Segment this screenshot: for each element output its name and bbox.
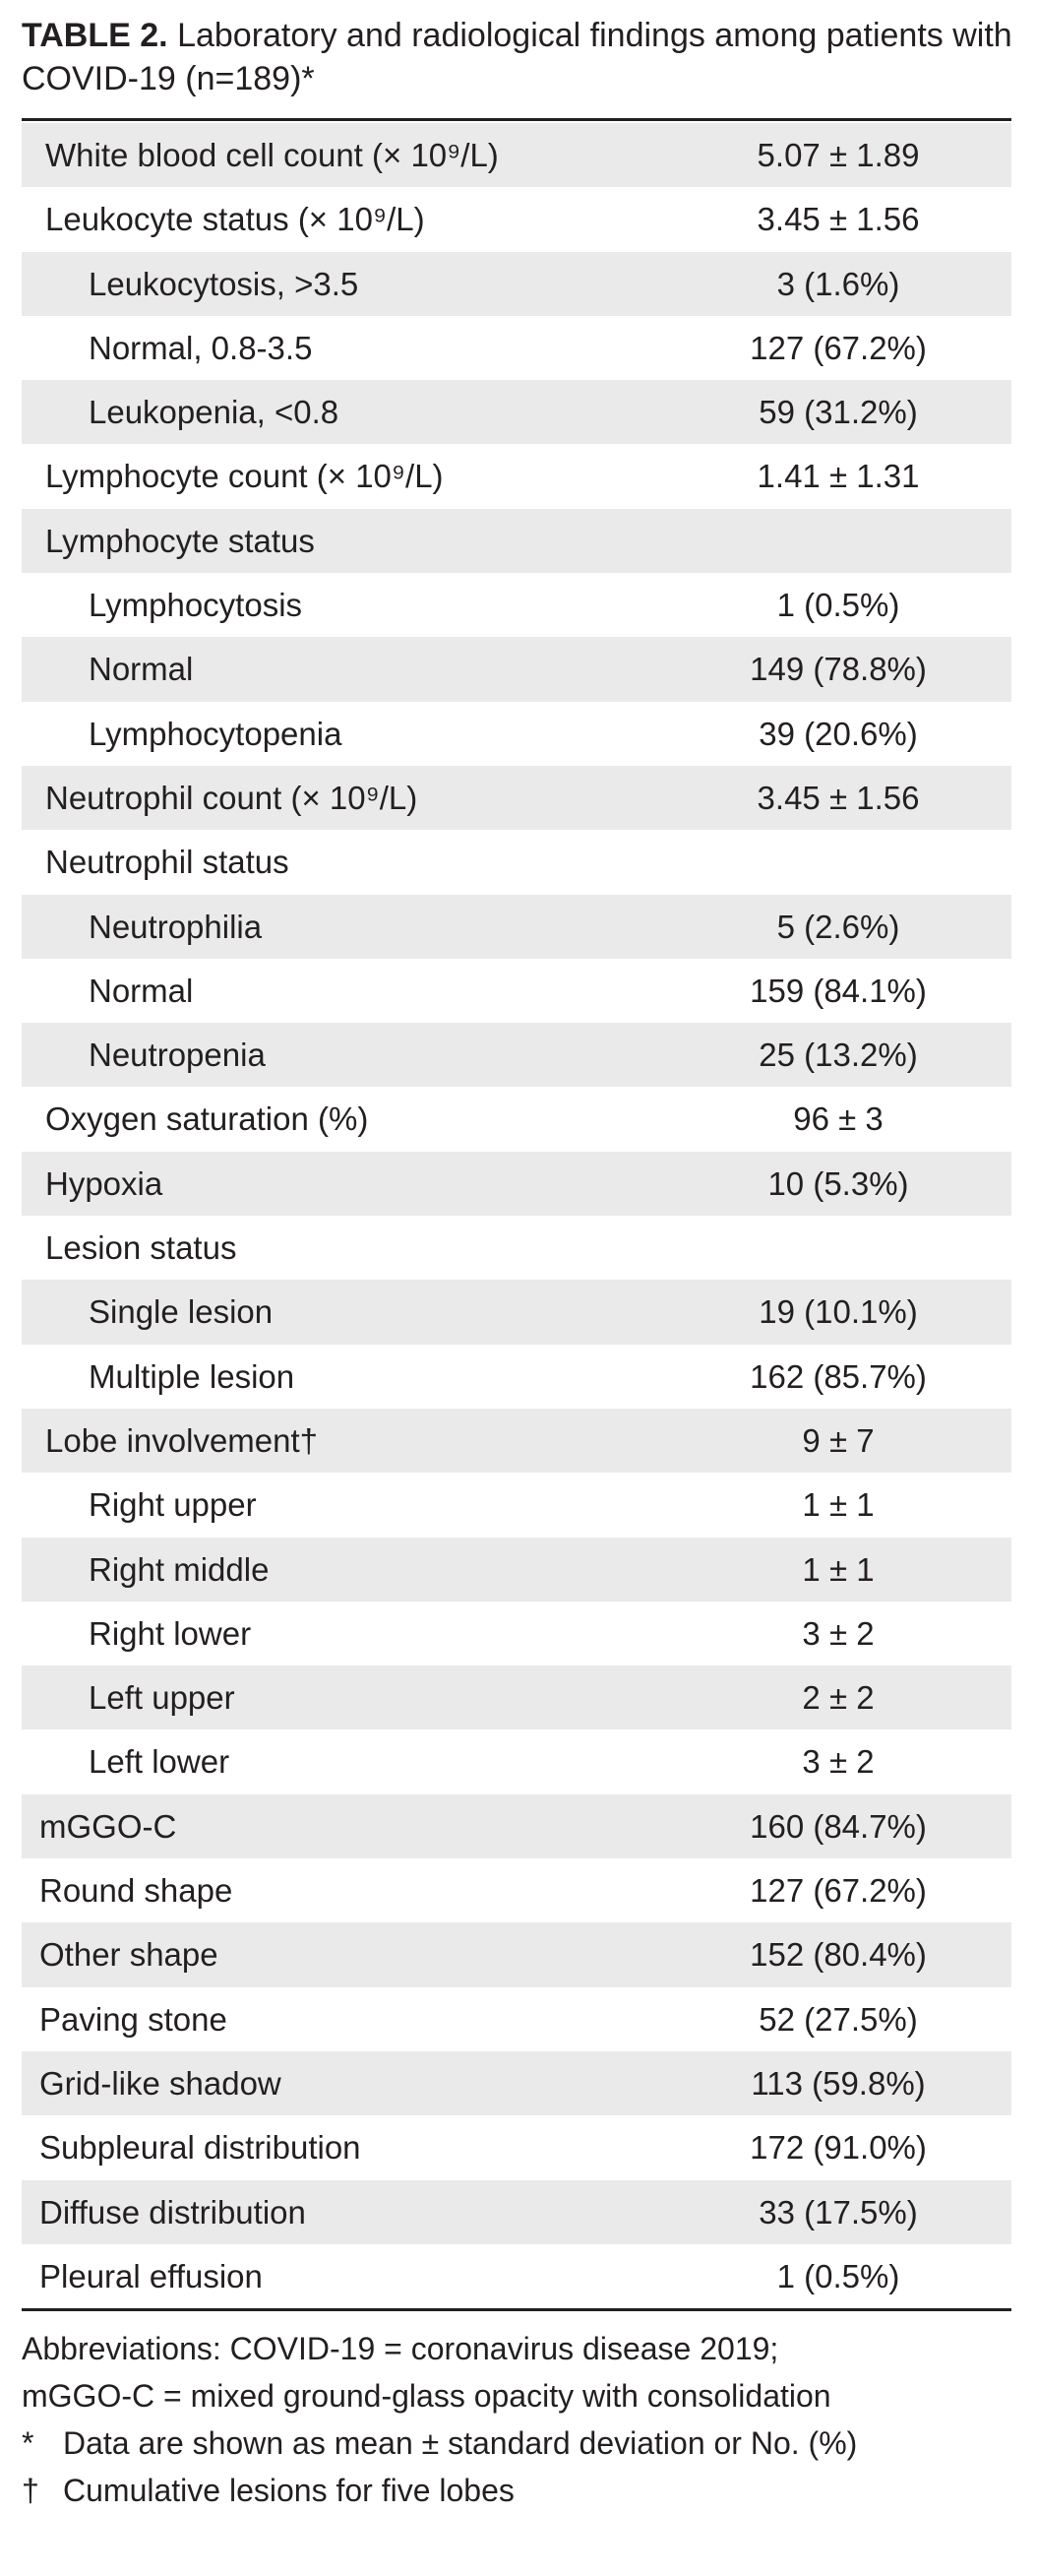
row-label: Pleural effusion [39, 2257, 263, 2294]
table-row [22, 1087, 1011, 1151]
row-value: 5 (2.6%) [776, 908, 900, 945]
row-label: White blood cell count (× 10⁹/L) [45, 137, 499, 173]
row-value: 127 (67.2%) [750, 1872, 927, 1910]
dagger-symbol: † [22, 2473, 39, 2508]
row-value: 3.45 ± 1.56 [757, 779, 920, 816]
table-row [22, 1280, 1011, 1344]
row-value: 113 (59.8%) [751, 2064, 926, 2102]
table-row [22, 573, 1011, 637]
row-label: Single lesion [89, 1293, 274, 1331]
abbreviations-line-2: mGGO-C = mixed ground-glass opacity with consolidation [22, 2378, 831, 2414]
table-row [22, 2115, 1011, 2179]
row-label: Neutrophilia [89, 908, 263, 945]
row-value: 1.41 ± 1.31 [757, 458, 920, 495]
table-row [22, 1538, 1011, 1602]
table-row [22, 959, 1011, 1023]
row-label: Left upper [89, 1679, 235, 1717]
row-value: 1 ± 1 [802, 1486, 875, 1524]
row-value: 25 (13.2%) [759, 1037, 918, 1074]
row-value: 3.45 ± 1.56 [757, 201, 920, 238]
table-row [22, 1473, 1011, 1537]
findings-table [22, 123, 1011, 2308]
table-row [22, 1987, 1011, 2051]
row-label: Lesion status [45, 1229, 237, 1267]
table-title: Laboratory and radiological findings among patients with COVID-19 (n=189)* [22, 17, 1012, 97]
table-row [22, 1794, 1011, 1858]
table-row [22, 830, 1011, 894]
row-label: Multiple lesion [89, 1357, 295, 1395]
row-label: Right lower [89, 1614, 252, 1652]
table-row [22, 1858, 1011, 1922]
row-value: 3 (1.6%) [776, 265, 900, 302]
table-row [22, 702, 1011, 766]
row-value: 39 (20.6%) [759, 715, 918, 752]
row-value: 59 (31.2%) [759, 394, 918, 431]
table-row [22, 1152, 1011, 1216]
table-row [22, 1922, 1011, 1986]
row-label: Subpleural distribution [39, 2129, 361, 2167]
row-label: Normal, 0.8-3.5 [89, 329, 313, 366]
row-label: Hypoxia [45, 1164, 163, 1202]
row-value: 127 (67.2%) [750, 329, 927, 366]
row-value: 3 ± 2 [802, 1743, 875, 1781]
row-label: Neutrophil count (× 10⁹/L) [45, 779, 418, 816]
row-label: Normal [89, 651, 194, 688]
row-value: 5.07 ± 1.89 [757, 137, 920, 173]
row-label: Leukocytosis, >3.5 [89, 265, 359, 302]
row-label: Paving stone [39, 2000, 227, 2038]
table-row [22, 1729, 1011, 1793]
table-row [22, 509, 1011, 573]
table-row [22, 252, 1011, 316]
footnote-asterisk-text: Data are shown as mean ± standard deviation or No. (%) [63, 2425, 858, 2461]
table-caption [22, 14, 1015, 100]
table-footnotes [22, 2325, 1015, 2514]
row-value: 172 (91.0%) [750, 2129, 927, 2167]
row-value: 152 (80.4%) [750, 1936, 927, 1974]
table-row [22, 1345, 1011, 1409]
row-value: 3 ± 2 [802, 1614, 875, 1652]
row-label: Normal [89, 972, 194, 1009]
row-value: 159 (84.1%) [750, 972, 927, 1009]
row-label: Right middle [89, 1550, 270, 1588]
table-top-rule [22, 118, 1011, 121]
table-row [22, 766, 1011, 830]
footnote-dagger [22, 2467, 1015, 2514]
table-row [22, 1665, 1011, 1729]
row-label: Oxygen saturation (%) [45, 1100, 369, 1138]
row-label: Lobe involvement† [45, 1421, 319, 1459]
row-label: Diffuse distribution [39, 2193, 306, 2230]
table-row [22, 895, 1011, 959]
row-label: Other shape [39, 1936, 218, 1974]
row-label: Lymphocyte status [45, 522, 315, 559]
row-value: 10 (5.3%) [767, 1164, 909, 1202]
row-value: 149 (78.8%) [750, 651, 927, 688]
row-label: Left lower [89, 1743, 230, 1781]
table-row [22, 444, 1011, 508]
row-value: 1 (0.5%) [776, 587, 900, 624]
row-value: 2 ± 2 [802, 1679, 875, 1717]
asterisk-symbol: * [22, 2425, 34, 2461]
row-label: Neutropenia [89, 1037, 266, 1074]
table-row [22, 1602, 1011, 1665]
table-row [22, 316, 1011, 380]
row-label: Lymphocyte count (× 10⁹/L) [45, 458, 444, 495]
row-label: Leukocyte status (× 10⁹/L) [45, 201, 425, 238]
table-number: TABLE 2. [22, 17, 168, 54]
row-label: Lymphocytosis [89, 587, 303, 624]
table-row [22, 187, 1011, 251]
table-bottom-rule [22, 2308, 1011, 2311]
row-label: Lymphocytopenia [89, 715, 342, 752]
row-value: 52 (27.5%) [759, 2000, 918, 2038]
row-value: 19 (10.1%) [759, 1293, 918, 1331]
table-row [22, 1216, 1011, 1280]
row-value: 1 (0.5%) [776, 2257, 900, 2294]
row-label: mGGO-C [39, 1807, 177, 1845]
row-value: 1 ± 1 [802, 1550, 875, 1588]
row-value: 33 (17.5%) [759, 2193, 918, 2230]
table-row [22, 1409, 1011, 1473]
table-row [22, 2051, 1011, 2115]
table-row [22, 380, 1011, 444]
footnote-asterisk [22, 2419, 1015, 2467]
table-row [22, 2180, 1011, 2244]
row-value: 160 (84.7%) [750, 1807, 927, 1845]
row-value: 162 (85.7%) [750, 1357, 927, 1395]
table-row [22, 637, 1011, 701]
row-label: Round shape [39, 1872, 233, 1910]
row-label: Leukopenia, <0.8 [89, 394, 339, 431]
row-label: Grid-like shadow [39, 2064, 281, 2102]
row-label: Right upper [89, 1486, 257, 1524]
abbreviations-line-1: Abbreviations: COVID-19 = coronavirus disease 2019; [22, 2331, 779, 2366]
row-value: 96 ± 3 [793, 1100, 884, 1138]
table-row [22, 2244, 1011, 2308]
row-value: 9 ± 7 [802, 1421, 875, 1459]
row-label: Neutrophil status [45, 844, 289, 881]
table-row [22, 123, 1011, 187]
footnote-dagger-text: Cumulative lesions for five lobes [63, 2473, 515, 2508]
table-row [22, 1023, 1011, 1087]
